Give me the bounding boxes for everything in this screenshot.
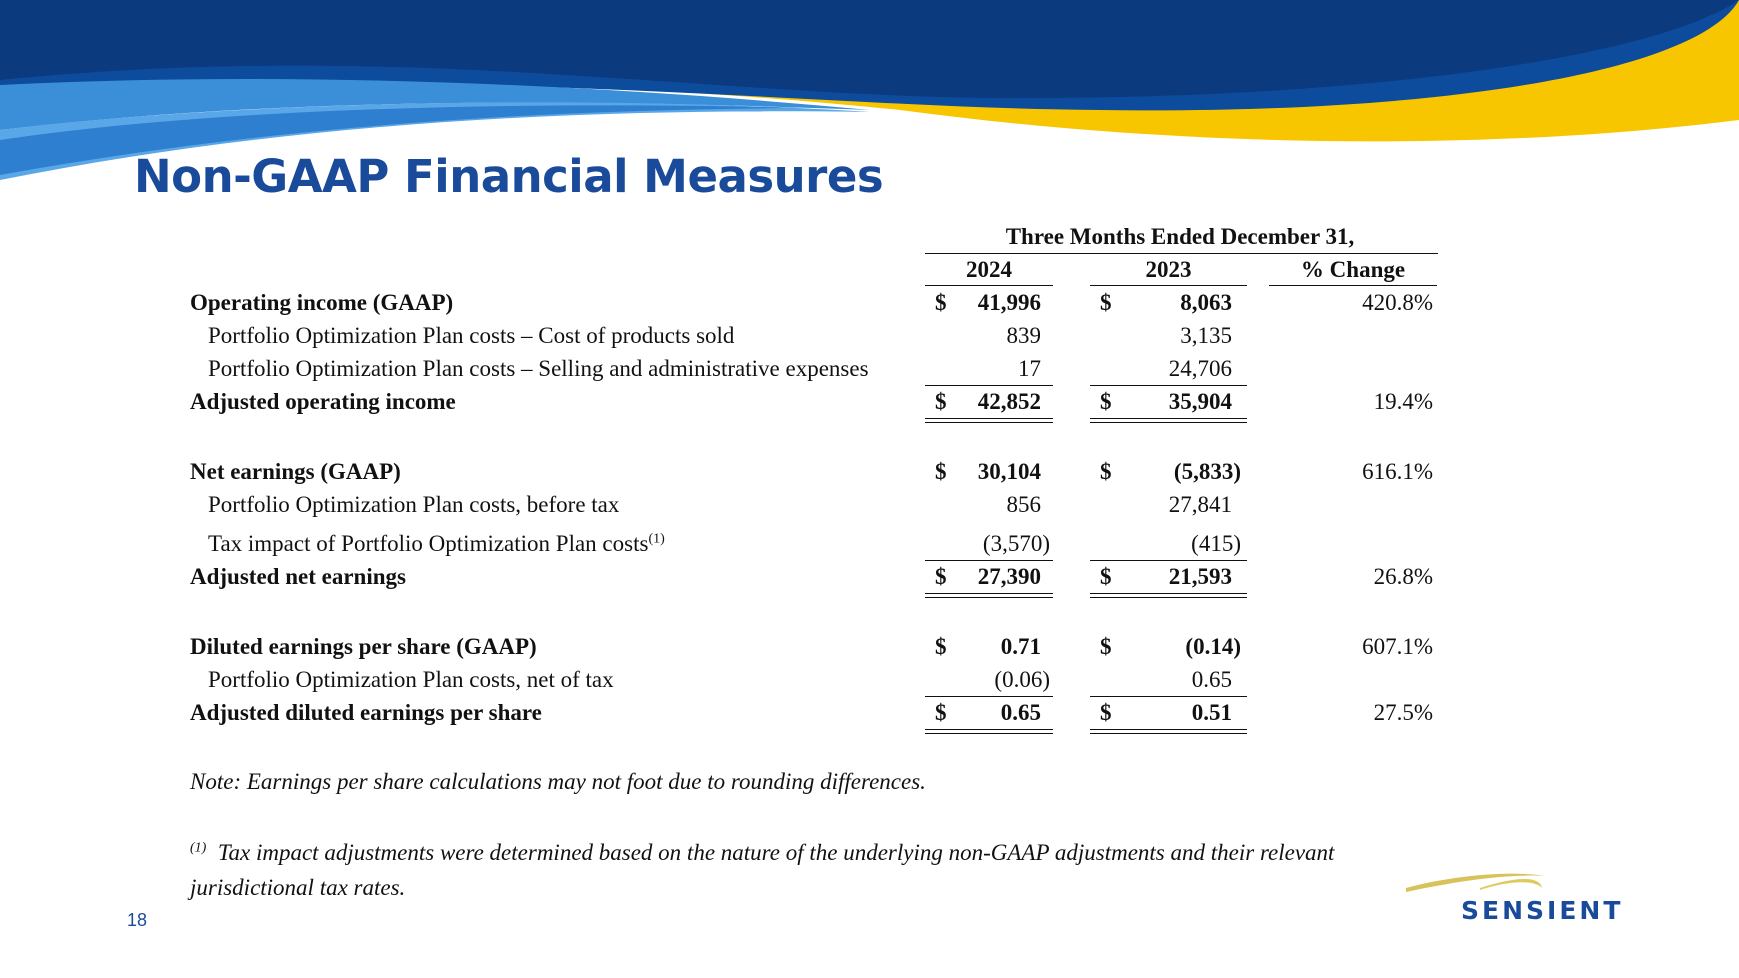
currency-symbol: $ — [935, 290, 947, 315]
footnote — [190, 840, 1334, 866]
value-2023: 0.65 — [1191, 667, 1232, 692]
subtotal-rule — [1090, 560, 1247, 561]
row-label: Portfolio Optimization Plan costs, before tax — [208, 492, 620, 517]
value-2023: 3,135 — [1180, 323, 1232, 348]
total-rule — [925, 729, 1053, 734]
row-label: Adjusted diluted earnings per share — [190, 700, 542, 725]
rounding-note: Note: Earnings per share calculations may not foot due to rounding differences. — [190, 769, 926, 794]
currency-symbol: $ — [935, 389, 947, 414]
logo-text: SENSIENT — [1461, 896, 1624, 925]
value-2023: (0.14) — [1185, 634, 1241, 659]
row-label: Adjusted net earnings — [190, 564, 406, 589]
column-header-change: % Change — [1300, 257, 1406, 282]
total-rule — [925, 593, 1053, 598]
column-rule — [1269, 285, 1437, 286]
value-2024: 30,104 — [977, 459, 1041, 484]
value-2024: 0.65 — [1000, 700, 1041, 725]
row-label: Operating income (GAAP) — [190, 290, 454, 315]
value-2024: 42,852 — [977, 389, 1041, 414]
subtotal-rule — [925, 560, 1053, 561]
subtotal-rule — [925, 696, 1053, 697]
value-change: 607.1% — [1362, 634, 1433, 659]
row-label: Diluted earnings per share (GAAP) — [190, 634, 537, 659]
page-title: Non-GAAP Financial Measures — [134, 150, 884, 203]
value-2023: 35,904 — [1168, 389, 1232, 414]
column-rule — [925, 285, 1053, 286]
row-label: Adjusted operating income — [190, 389, 456, 414]
value-2023: 27,841 — [1168, 492, 1232, 517]
period-header: Three Months Ended December 31, — [1005, 224, 1355, 249]
subtotal-rule — [1090, 385, 1247, 386]
value-2023: 8,063 — [1180, 290, 1232, 315]
row-label: Net earnings (GAAP) — [190, 459, 401, 484]
total-rule — [1090, 593, 1247, 598]
row-label: Portfolio Optimization Plan costs – Cost of products sold — [208, 323, 735, 348]
header-rule — [925, 253, 1438, 254]
subtotal-rule — [925, 385, 1053, 386]
footnote-continued: jurisdictional tax rates. — [190, 875, 406, 900]
page-number: 18 — [127, 910, 148, 930]
currency-symbol: $ — [1100, 700, 1112, 725]
value-2024: 856 — [1006, 492, 1041, 517]
currency-symbol: $ — [1100, 634, 1112, 659]
value-2024: (3,570) — [982, 531, 1050, 556]
currency-symbol: $ — [1100, 290, 1112, 315]
total-rule — [1090, 729, 1247, 734]
column-header-2023: 2023 — [1145, 257, 1192, 282]
value-2024: 0.71 — [1000, 634, 1041, 659]
currency-symbol: $ — [1100, 459, 1112, 484]
row-label — [208, 530, 665, 558]
currency-symbol: $ — [935, 564, 947, 589]
value-2024: 839 — [1006, 323, 1041, 348]
total-rule — [1090, 418, 1247, 423]
row-label: Portfolio Optimization Plan costs – Selling and administrative expenses — [208, 356, 869, 381]
value-2023: 24,706 — [1168, 356, 1232, 381]
value-2024: 27,390 — [977, 564, 1041, 589]
currency-symbol: $ — [1100, 389, 1112, 414]
row-label-text: Tax impact of Portfolio Optimization Plan costs — [208, 531, 649, 556]
total-rule — [925, 418, 1053, 423]
currency-symbol: $ — [935, 700, 947, 725]
currency-symbol: $ — [935, 459, 947, 484]
footnote-marker: (1) — [190, 840, 207, 856]
currency-symbol: $ — [935, 634, 947, 659]
footnote-text: Tax impact adjustments were determined based on the nature of the underlying non-GAAP adjustments and their relevant — [217, 840, 1335, 865]
value-change: 616.1% — [1362, 459, 1433, 484]
value-2023: (5,833) — [1173, 459, 1241, 484]
column-rule — [1090, 285, 1247, 286]
column-header-2024: 2024 — [966, 257, 1012, 282]
value-change: 19.4% — [1373, 389, 1433, 414]
value-2024: 17 — [1018, 356, 1041, 381]
value-2024: 41,996 — [977, 290, 1041, 315]
value-2023: 21,593 — [1168, 564, 1232, 589]
footnote-marker: (1) — [648, 531, 665, 547]
currency-symbol: $ — [1100, 564, 1112, 589]
value-change: 420.8% — [1362, 290, 1433, 315]
value-2023: 0.51 — [1191, 700, 1232, 725]
value-change: 26.8% — [1373, 564, 1433, 589]
value-2023: (415) — [1191, 531, 1241, 556]
value-2024: (0.06) — [994, 667, 1050, 692]
value-change: 27.5% — [1373, 700, 1433, 725]
subtotal-rule — [1090, 696, 1247, 697]
row-label: Portfolio Optimization Plan costs, net of tax — [208, 667, 614, 692]
